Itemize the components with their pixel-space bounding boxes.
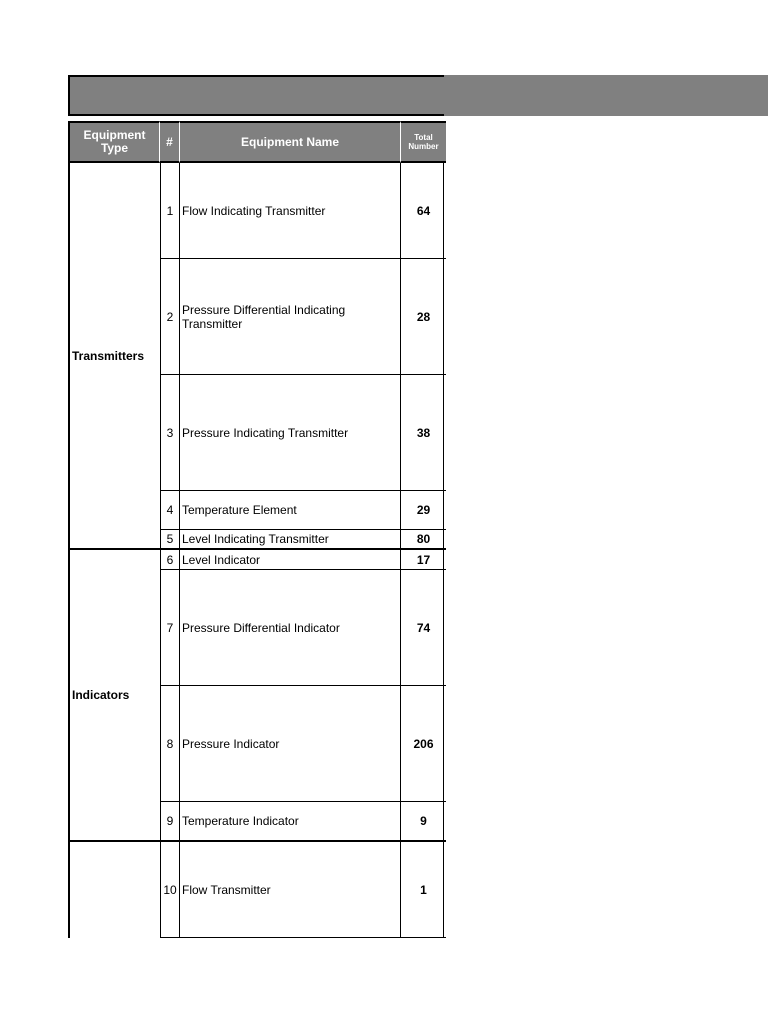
header-number: #	[160, 121, 180, 163]
row-total: 64	[401, 163, 446, 259]
row-equipment-name: Pressure Indicator	[180, 686, 401, 802]
row-total: 80	[401, 530, 446, 550]
row-equipment-name: Pressure Differential Indicator	[180, 570, 401, 686]
row-total: 206	[401, 686, 446, 802]
row-number: 10	[160, 842, 180, 938]
row-number: 9	[160, 802, 180, 842]
row-total: 9	[401, 802, 446, 842]
group-type-indicators: Indicators	[70, 550, 160, 842]
row-number: 2	[160, 259, 180, 375]
row-equipment-name: Flow Indicating Transmitter	[180, 163, 401, 259]
row-number: 6	[160, 550, 180, 570]
title-frame	[68, 75, 444, 116]
row-equipment-name: Pressure Indicating Transmitter	[180, 375, 401, 491]
row-number: 5	[160, 530, 180, 550]
row-total: 29	[401, 491, 446, 530]
row-total: 17	[401, 550, 446, 570]
header-equipment-name: Equipment Name	[180, 121, 401, 163]
header-equipment-type: Equipment Type	[70, 121, 160, 163]
header-total-number: Total Number	[401, 121, 446, 163]
row-equipment-name: Temperature Indicator	[180, 802, 401, 842]
row-equipment-name: Temperature Element	[180, 491, 401, 530]
row-number: 4	[160, 491, 180, 530]
row-equipment-name: Level Indicator	[180, 550, 401, 570]
row-equipment-name: Flow Transmitter	[180, 842, 401, 938]
row-number: 8	[160, 686, 180, 802]
equipment-table	[68, 121, 444, 938]
row-total: 1	[401, 842, 446, 938]
row-total: 74	[401, 570, 446, 686]
row-total: 38	[401, 375, 446, 491]
row-number: 7	[160, 570, 180, 686]
group-type-transmitters-2	[70, 842, 160, 938]
row-total: 28	[401, 259, 446, 375]
row-equipment-name: Level Indicating Transmitter	[180, 530, 401, 550]
row-number: 3	[160, 375, 180, 491]
group-type-transmitters: Transmitters	[70, 163, 160, 550]
row-number: 1	[160, 163, 180, 259]
row-equipment-name: Pressure Differential Indicating Transmitter	[180, 259, 401, 375]
